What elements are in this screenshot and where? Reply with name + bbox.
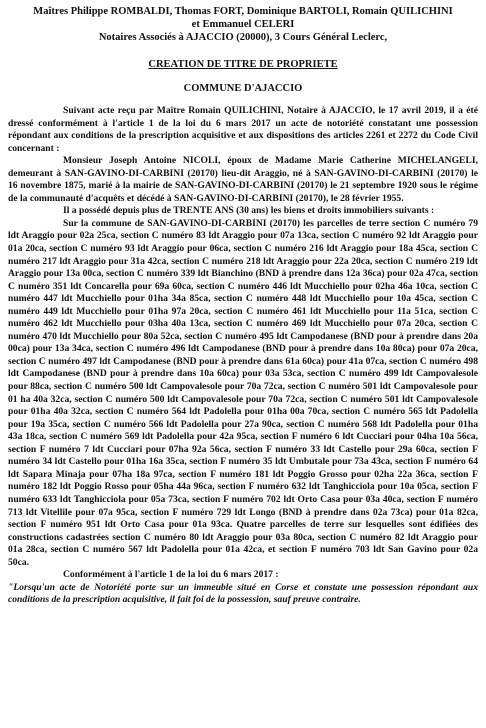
- notaries-names-line: Maîtres Philippe ROMBALDI, Thomas FORT, Dominique BARTOLI, Romain QUILICHINI: [33, 6, 453, 17]
- law-quote-paragraph: "Lorsqu'un acte de Notoriété porte sur un immeuble situé en Corse et constate une possession répondant aux conditions de la prescription acquisitive, il fait foi de la possession, sauf preuve contraire.: [8, 581, 478, 606]
- commune-heading: COMMUNE D'AJACCIO: [183, 83, 303, 94]
- document-title: CREATION DE TITRE DE PROPRIETE: [148, 59, 338, 70]
- law-reference-paragraph: Conformément à l'article 1 de la loi du 6 mars 2017 :: [63, 569, 279, 581]
- deed-intro-paragraph: Suivant acte reçu par Maître Romain QUILICHINI, Notaire à AJACCIO, le 17 avril 2019, il a été dressé conformément à l'article 1 de la loi du 6 mars 2017 un acte de notoriété constatant une possession répondant aux conditions de la prescription acquisitive et aux dispositions des articles 2261 et 2272 du Code Civil concernant :: [8, 105, 478, 154]
- notaries-names-line-2: et Emmanuel CELERI: [191, 19, 295, 30]
- owner-identity-paragraph: Monsieur Joseph Antoine NICOLI, époux de Madame Marie Catherine MICHELANGELI, demeurant à SAN-GAVINO-DI-CARBINI (20170) lieu-dit Araggio, né à SAN-GAVINO-DI-CARBINI (20170) le 16 novembre 1875, marié à la mairie de SAN-GAVINO-DI-CARBINI (20170) le 21 septembre 1920 sous le régime de la communauté d'acquêts et décédé à SAN-GAVINO-DI-CARBINI (20170), le 28 février 1955.: [8, 155, 478, 204]
- notaries-address-line: Notaires Associés à AJACCIO (20000), 3 Cours Général Leclerc,: [98, 32, 388, 43]
- possession-duration-paragraph: Il a possédé depuis plus de TRENTE ANS (30 ans) les biens et droits immobiliers suivants :: [63, 205, 435, 217]
- parcels-list-paragraph: Sur la commune de SAN-GAVINO-DI-CARBINI (20170) les parcelles de terre section C numéro 79 ldt Araggio pour 02a 25ca, section C numéro 83 ldt Araggio pour 07a 13ca, section C numéro 92 ldt Araggio pour 01a 20ca, section C numéro 93 ldt Araggio pour 06ca, section C numéro 216 ldt Araggio pour 18a 45ca, section C numéro 217 ldt Araggio pour 31a 42ca, section C numéro 218 ldt Araggio pour 22a 20ca, section C numéro 219 ldt Araggio pour 13a 00ca, section C numéro 339 ldt Bianchino (BND à prendre dans 12a 36ca) pour 02a 47ca, section C numéro 351 ldt Concarella pour 69a 60ca, section C numéro 446 ldt Mucchiello pour 02ha 46a 10ca, section C numéro 447 ldt Mucchiello pour 01ha 34a 85ca, section C numéro 448 ldt Mucchiello pour 10a 45ca, section C numéro 449 ldt Mucchiello pour 01ha 97a 20ca, section C numéro 461 ldt Mucchiello pour 11a 51ca, section C numéro 462 ldt Mucchiello pour 03ha 40a 13ca, section C numéro 469 ldt Mucchiello pour 07a 20ca, section C numéro 470 ldt Mucchiello pour 80a 52ca, section C numéro 495 ldt Campodanese (BND pour à prendre dans 20a 00ca) pour 13a 34ca, section C numéro 496 ldt Campodanese (BND pour à prendre dans 10a 80ca) pour 07a 20ca, section C numéro 497 ldt Campodanese (BND pour à prendre dans 61a 60ca) pour 41a 07ca, section C numéro 498 ldt Campodanese (BND pour à prendre dans 10a 60ca) pour 03a 53ca, section C numéro 499 ldt Campovalesole pour 88ca, section C numéro 500 ldt Campovalesole pour 70a 72ca, section C numéro 501 ldt Campovalesole pour 01 ha 40a 32ca, section C numéro 500 ldt Campovalesole pour 70a 72ca, section C numéro 501 ldt Campovalesole pour 01ha 40a 32ca, section C numéro 564 ldt Padolella pour 01ha 00a 70ca, section C numéro 565 ldt Padolella pour 19a 35ca, section C numéro 566 ldt Padolella pour 27a 90ca, section C numéro 568 ldt Padolella pour 01ha 43a 18ca, section C numéro 569 ldt Padolella pour 42a 95ca, section F numéro 6 ldt Cucciari pour 04ha 10a 56ca, section F numéro 7 ldt Cucciari pour 07ha 92a 56ca, section F numéro 33 ldt Castello pour 29a 60ca, section F numéro 34 ldt Castello pour 01ha 16a 35ca, section F numéro 35 ldt Umbutale pour 73a 43ca, section F numéro 64 ldt Sapara Minaja pour 07ha 18a 97ca, section F numéro 181 ldt Poggio Grosso pour 02ha 22a 36ca, section F numéro 182 ldt Poggio Rosso pour 05ha 44a 96ca, section F numéro 632 ldt Tanghicciola pour 10a 05ca, section F numéro 633 ldt Tanghicciola pour 05a 73ca, section F numéro 702 ldt Orto Casa pour 03a 40ca, section F numéro 713 ldt Vitellile pour 07a 95ca, section F numéro 729 ldt Longo (BND à prendre dans 02a 73ca) pour 01a 82ca, section F numéro 951 ldt Orto Casa pour 01a 93ca. Quatre parcelles de terre sur lesquelles sont édifiées des constructions cadastrées section C numéro 80 ldt Araggio pour 03a 80ca, section C numéro 82 ldt Araggio pour 01a 28ca, section C numéro 567 ldt Padolella pour 01a 42ca, et section F numéro 703 ldt San Gavino pour 02a 50ca.: [8, 217, 478, 568]
